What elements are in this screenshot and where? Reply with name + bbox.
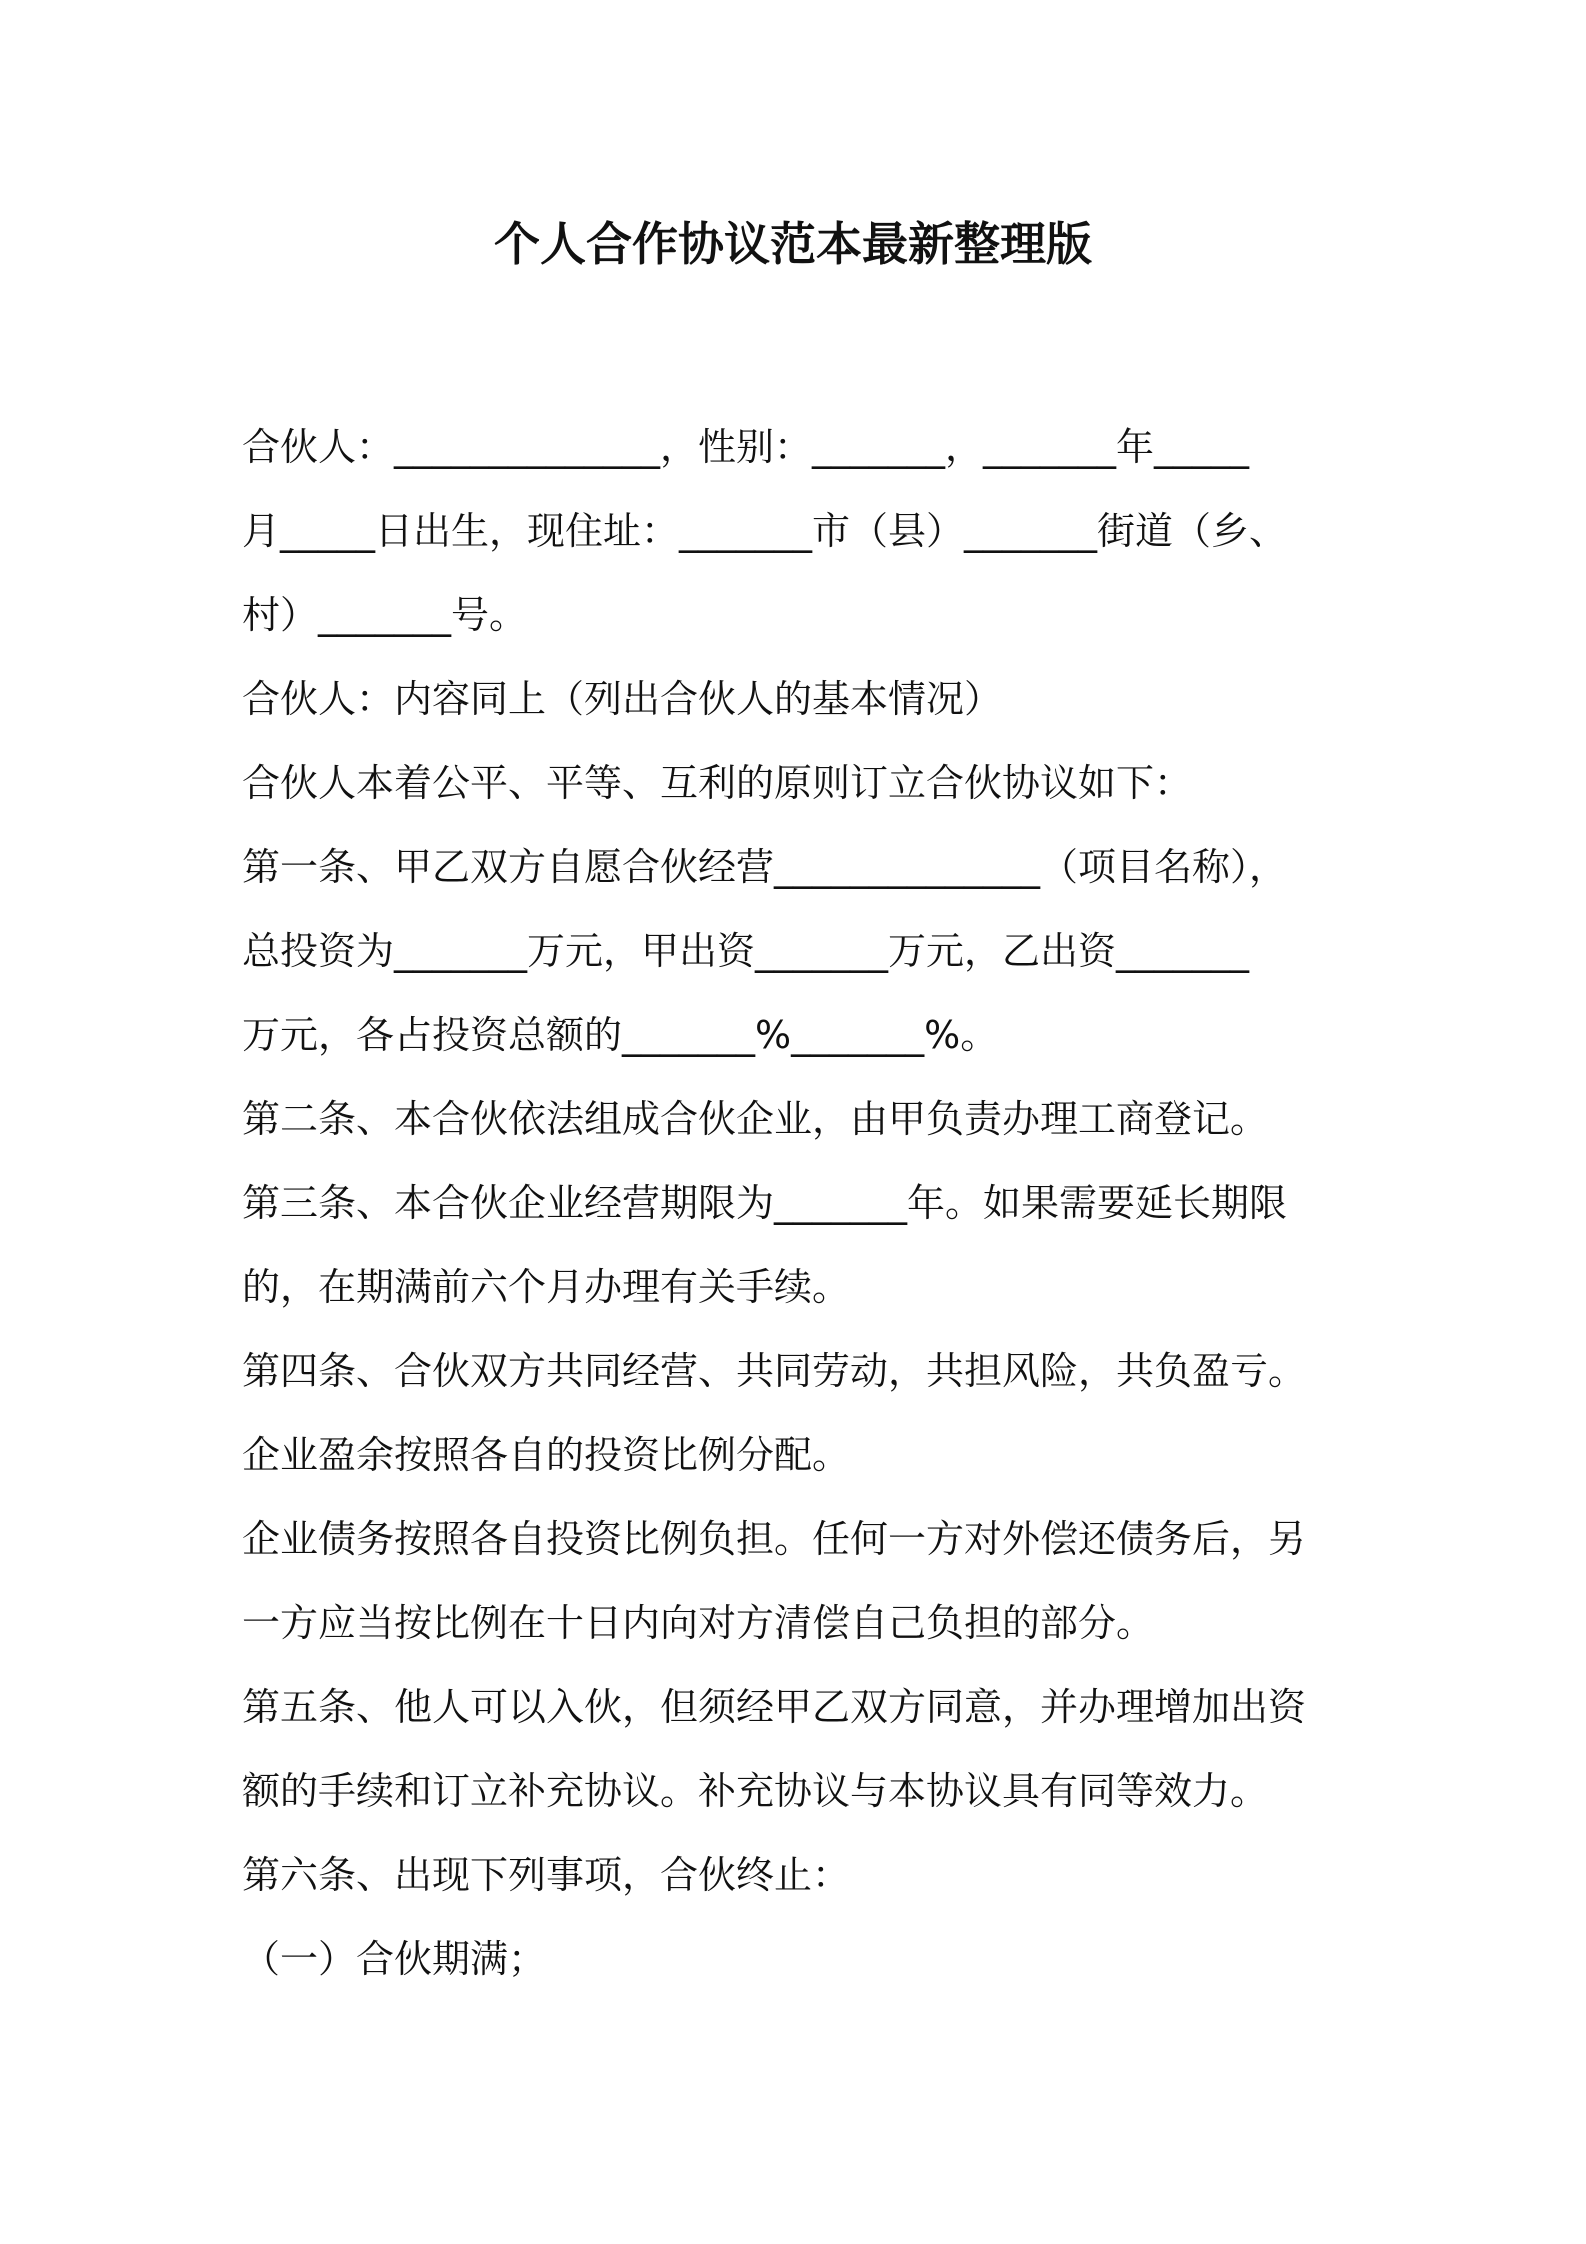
paragraph-line: 总投资为_______万元，甲出资_______万元，乙出资_______ [242, 929, 1250, 973]
paragraph-line: 第六条、出现下列事项，合伙终止： [242, 1853, 851, 1897]
paragraph-line: 第一条、甲乙双方自愿合伙经营______________（项目名称）， [242, 845, 1288, 889]
paragraph-line: 企业债务按照各自投资比例负担。任何一方对外偿还债务后，另 [242, 1517, 1307, 1561]
paragraph-line: 一方应当按比例在十日内向对方清偿自己负担的部分。 [242, 1601, 1155, 1645]
paragraph-line: 第二条、本合伙依法组成合伙企业，由甲负责办理工商登记。 [242, 1097, 1269, 1141]
paragraph-line: （一）合伙期满； [242, 1937, 547, 1981]
paragraph-line: 第三条、本合伙企业经营期限为_______年。如果需要延长期限 [242, 1181, 1288, 1225]
paragraph-line: 额的手续和订立补充协议。补充协议与本协议具有同等效力。 [242, 1769, 1269, 1813]
paragraph-line: 合伙人：______________，性别：_______，_______年_____ [242, 425, 1250, 469]
paragraph-line: 万元，各占投资总额的_______%_______%。 [242, 1013, 999, 1057]
paragraph-line: 月_____日出生，现住址：_______市（县）_______街道（乡、 [242, 509, 1288, 553]
document-title: 个人合作协议范本最新整理版 [494, 217, 1092, 271]
paragraph-line: 的，在期满前六个月办理有关手续。 [242, 1265, 851, 1309]
paragraph-line: 第四条、合伙双方共同经营、共同劳动，共担风险，共负盈亏。 [242, 1349, 1307, 1393]
paragraph-line: 合伙人：内容同上（列出合伙人的基本情况） [242, 677, 1003, 721]
paragraph-line: 第五条、他人可以入伙，但须经甲乙双方同意，并办理增加出资 [242, 1685, 1307, 1729]
paragraph-line: 合伙人本着公平、平等、互利的原则订立合伙协议如下： [242, 761, 1193, 805]
document-body [242, 405, 1352, 2001]
paragraph-line: 企业盈余按照各自的投资比例分配。 [242, 1433, 851, 1477]
paragraph-line: 村）_______号。 [242, 593, 528, 637]
